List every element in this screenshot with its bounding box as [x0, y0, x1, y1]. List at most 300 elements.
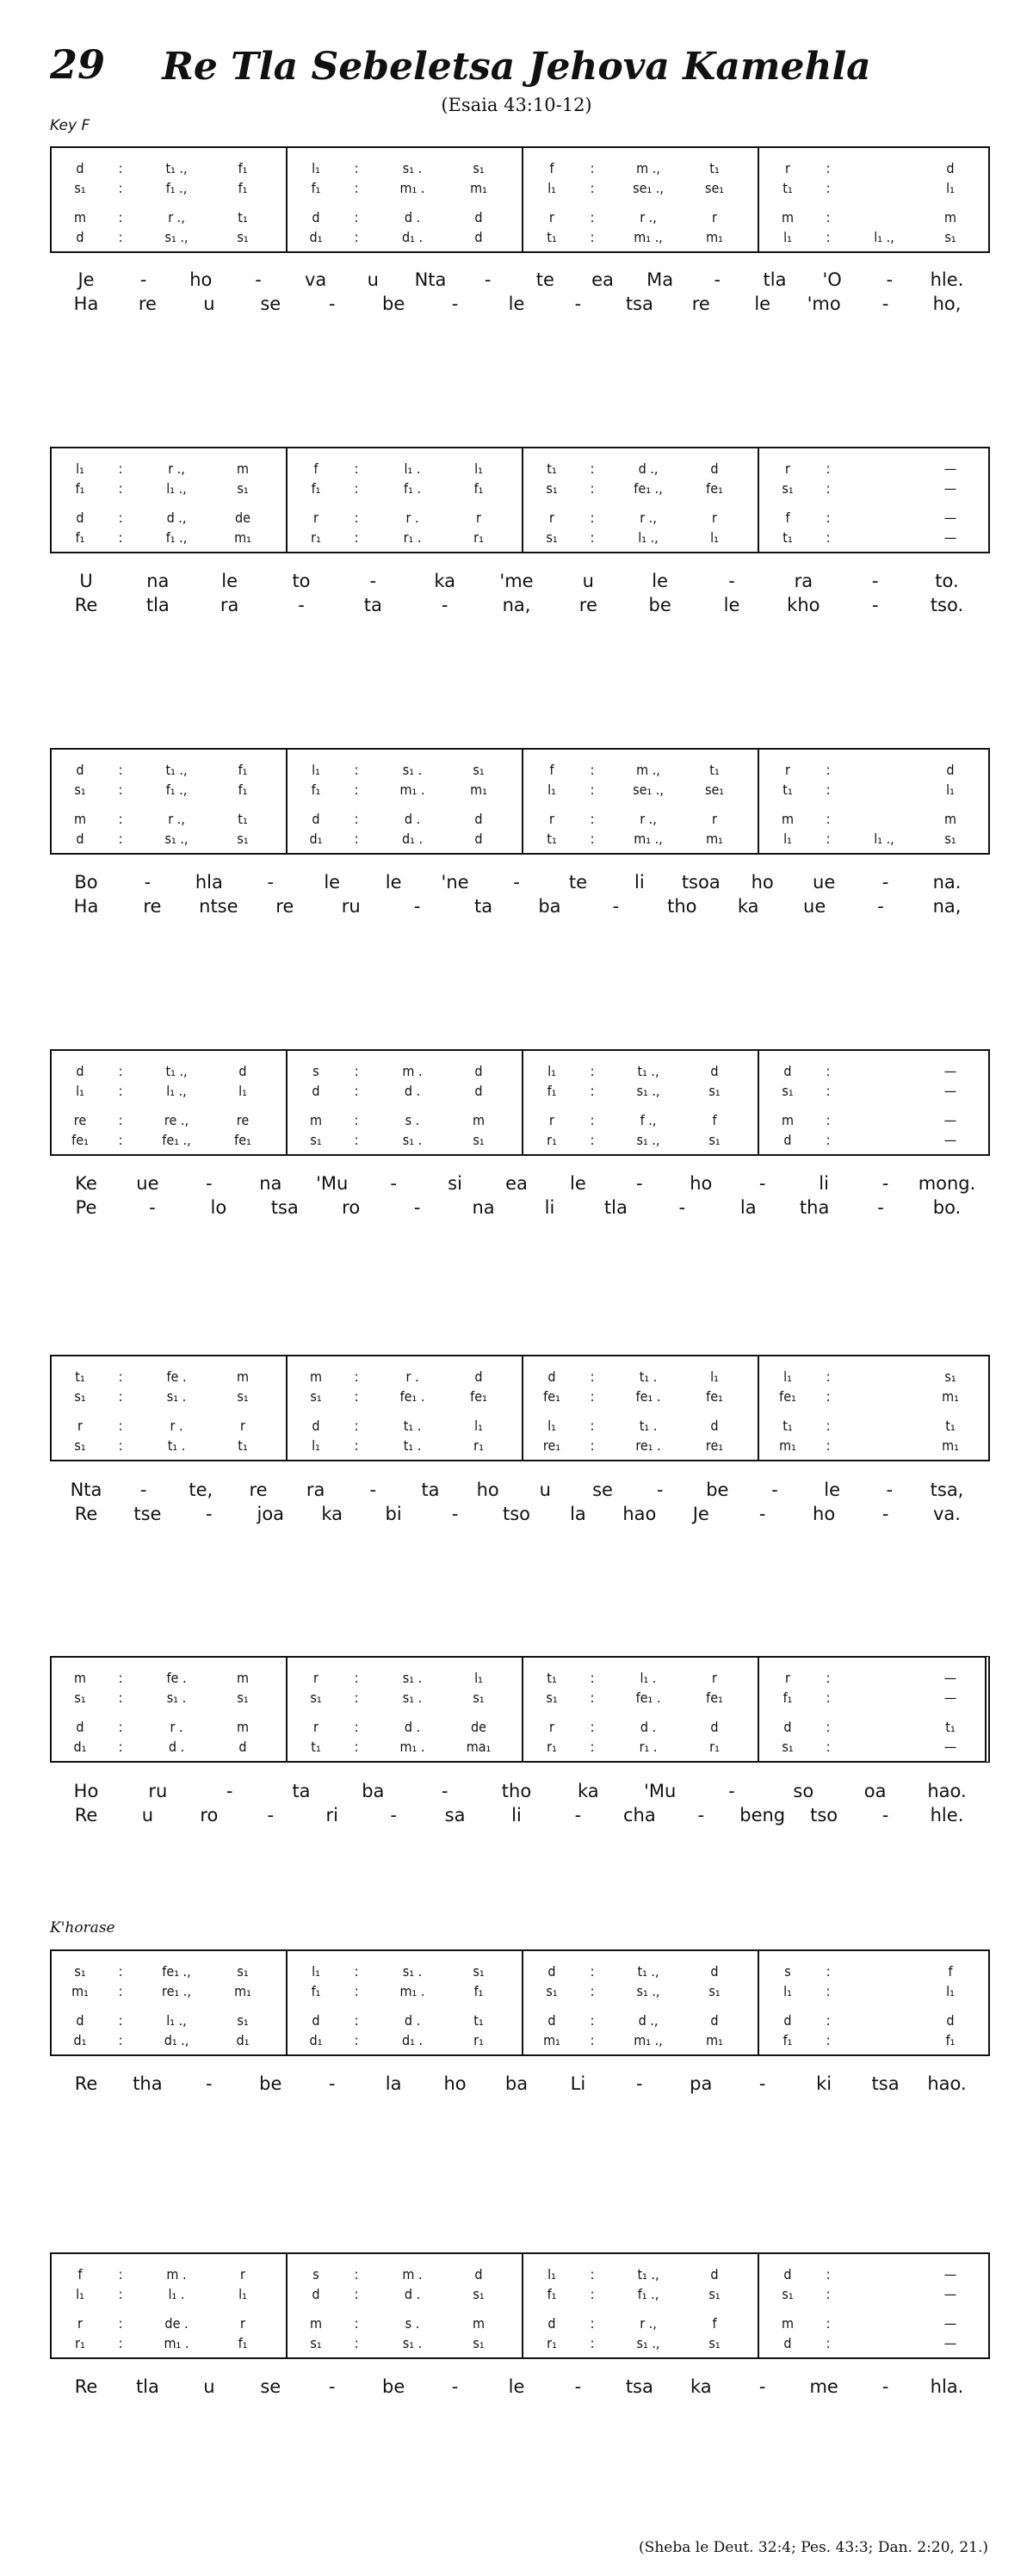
lyric-syllable: hao. — [927, 2073, 967, 2094]
solfa-note: m₁ — [942, 1388, 959, 1405]
solfa-note: d — [547, 2012, 556, 2029]
solfa-note: d — [547, 2315, 556, 2332]
solfa-note: l₁ — [76, 1083, 84, 1099]
beat-colon: : — [118, 160, 123, 176]
syllable-hyphen: - — [441, 1781, 448, 1801]
beat-colon: : — [118, 2286, 123, 2302]
solfa-note: m — [781, 209, 795, 225]
solfa-note: s₁ — [74, 1963, 86, 1980]
solfa-note: d₁ — [309, 2032, 323, 2048]
solfa-voice-line — [288, 1131, 522, 1150]
lyric-line — [69, 1780, 973, 1802]
solfa-note: d ., — [638, 460, 659, 477]
lyric-syllable: le — [824, 1480, 841, 1500]
solfa-voice-line — [288, 2285, 522, 2304]
lyric-syllable: ho — [751, 872, 774, 893]
lyric-syllable: le — [508, 2376, 525, 2397]
solfa-voice-line — [52, 179, 286, 198]
solfa-voice-line — [523, 460, 758, 479]
solfa-note: d — [76, 831, 84, 847]
beat-colon: : — [118, 1963, 123, 1980]
beat-colon: : — [354, 1963, 359, 1980]
beat-colon: : — [118, 1739, 123, 1755]
solfa-note: d — [76, 1719, 84, 1735]
solfa-note: d — [76, 1063, 84, 1079]
lyric-syllable: tho — [667, 896, 697, 917]
lyric-syllable: Re — [74, 595, 98, 615]
lyric-syllable: le — [324, 872, 341, 893]
lyric-syllable: tsa — [871, 2073, 900, 2094]
solfa-note: s₁ — [74, 1437, 86, 1454]
solfa-note: s₁ — [237, 480, 249, 497]
solfa-voice-line — [52, 761, 286, 780]
solfa-voice-line — [288, 2011, 522, 2030]
lyric-syllable: tsa — [270, 1197, 299, 1218]
solfa-note: f₁ — [547, 2286, 557, 2302]
solfa-note: s₁ — [237, 1690, 249, 1706]
beat-colon: : — [354, 1437, 359, 1454]
solfa-voice-line — [759, 1131, 988, 1150]
lyric-syllable: le — [652, 571, 669, 591]
lyric-syllable: hao. — [927, 1781, 967, 1801]
solfa-note: fe₁ — [470, 1388, 487, 1405]
beat-colon: : — [590, 160, 595, 176]
solfa-note: r — [712, 209, 717, 225]
beat-colon: : — [590, 2032, 595, 2048]
solfa-note: l₁ — [312, 1437, 320, 1454]
lyric-syllable: li — [819, 1173, 829, 1194]
solfa-note: m . — [166, 2266, 187, 2283]
solfa-voice-line — [52, 228, 286, 247]
solfa-voice-line — [759, 1982, 988, 2001]
solfa-note: l₁ — [547, 781, 556, 798]
syllable-hyphen: - — [758, 1173, 766, 1194]
lyric-syllable: be — [648, 595, 671, 615]
measure — [288, 1051, 523, 1154]
lyric-line — [69, 293, 973, 315]
lyric-line — [69, 594, 973, 616]
solfa-voice-line — [523, 228, 758, 247]
solfa-note: d₁ ., — [164, 2032, 189, 2048]
lyric-syllable: Re — [74, 1504, 98, 1524]
syllable-hyphen: - — [714, 269, 721, 290]
solfa-note: d — [76, 160, 84, 176]
lyric-syllable: tha — [133, 2073, 163, 2094]
lyric-syllable: be — [706, 1480, 729, 1500]
solfa-note: r₁ — [547, 1739, 557, 1755]
measure — [523, 1051, 759, 1154]
lyric-syllable: hle. — [930, 269, 964, 290]
solfa-voice-line — [759, 479, 988, 498]
beat-colon: : — [826, 2266, 831, 2283]
solfa-voice-line — [523, 781, 758, 800]
solfa-note: m₁ . — [399, 180, 425, 196]
solfa-note: l₁ ., — [166, 480, 187, 497]
solfa-note: m — [781, 811, 795, 827]
score-system — [50, 447, 990, 553]
solfa-note: m — [73, 811, 87, 827]
solfa-note: r₁ — [311, 529, 321, 546]
solfa-note: m₁ — [234, 529, 251, 546]
lyric-syllable: li — [544, 1197, 555, 1218]
solfa-note: s — [784, 1963, 791, 1980]
footer-references: (Sheba le Deut. 32:4; Pes. 43:3; Dan. 2:20, 21.) — [639, 2539, 988, 2556]
lyric-syllable: Re — [74, 2073, 98, 2094]
beat-colon: : — [118, 2032, 123, 2048]
solfa-note: — — [943, 1739, 957, 1755]
lyric-line — [69, 1804, 973, 1826]
beat-colon: : — [118, 2266, 123, 2283]
solfa-note: s₁ — [473, 2335, 485, 2351]
beat-colon: : — [590, 762, 595, 778]
beat-colon: : — [590, 480, 595, 497]
lyric-syllable: 'Mu — [316, 1173, 349, 1194]
syllable-hyphen: - — [728, 571, 735, 591]
lyric-syllable: be — [382, 2376, 405, 2397]
beat-colon: : — [354, 1083, 359, 1099]
solfa-note: d — [547, 1368, 556, 1385]
solfa-note: d — [946, 160, 955, 176]
solfa-note: s₁ — [237, 2012, 249, 2029]
solfa-voice-line — [288, 1062, 522, 1081]
beat-colon: : — [590, 229, 595, 245]
syllable-hyphen: - — [574, 2376, 582, 2397]
lyric-syllable: ho — [476, 1480, 499, 1500]
beat-colon: : — [590, 2286, 595, 2302]
measure — [759, 1356, 988, 1460]
lyric-syllable: u — [203, 2376, 215, 2397]
lyric-syllable: Li — [570, 2073, 586, 2094]
solfa-note: t₁ . — [639, 1368, 658, 1385]
beat-colon: : — [826, 229, 831, 245]
solfa-note: l₁ — [312, 160, 320, 176]
solfa-note: f₁ — [311, 480, 321, 497]
solfa-note: t₁ . — [167, 1437, 186, 1454]
beat-colon: : — [590, 1112, 595, 1128]
solfa-note: d — [238, 1063, 247, 1079]
solfa-note: d — [312, 209, 320, 225]
solfa-note: t₁ — [238, 1437, 248, 1454]
solfa-note: r — [313, 510, 319, 526]
solfa-note: ma₁ — [466, 1739, 492, 1755]
solfa-note: s₁ . — [402, 1132, 423, 1148]
solfa-note: s₁ — [473, 1132, 485, 1148]
solfa-note: — — [943, 1132, 957, 1148]
lyric-line — [69, 1172, 976, 1195]
solfa-note: f₁ — [311, 781, 321, 798]
beat-colon: : — [826, 1083, 831, 1099]
key-signature: Key F — [50, 117, 90, 134]
solfa-note: f — [712, 1112, 717, 1128]
solfa-note: f₁ — [238, 160, 248, 176]
solfa-note: fe₁ ., — [162, 1963, 191, 1980]
solfa-note: d — [76, 762, 84, 778]
solfa-voice-line — [759, 528, 988, 547]
lyric-syllable: te — [535, 269, 554, 290]
solfa-voice-line — [759, 2285, 988, 2304]
solfa-voice-line — [288, 159, 522, 178]
solfa-note: m ., — [636, 762, 660, 778]
solfa-note: d₁ — [73, 1739, 87, 1755]
lyric-syllable: ntse — [199, 896, 238, 917]
lyric-syllable: ta — [292, 1781, 311, 1801]
solfa-note: d — [312, 2286, 320, 2302]
lyric-syllable: ru — [341, 896, 361, 917]
solfa-note: m₁ ., — [634, 831, 663, 847]
solfa-note: f — [313, 460, 319, 477]
hymn-title: Re Tla Sebeletsa Jehova Kamehla — [162, 45, 871, 89]
solfa-voice-line — [52, 528, 286, 547]
scripture-reference: (Esaia 43:10-12) — [441, 95, 592, 115]
syllable-hyphen: - — [451, 1504, 459, 1524]
solfa-note: l₁ — [547, 180, 556, 196]
solfa-note: l₁ — [474, 460, 483, 477]
solfa-voice-line — [52, 1689, 286, 1708]
solfa-note: t₁ ., — [637, 2266, 659, 2283]
lyric-syllable: li — [634, 872, 645, 893]
solfa-voice-line — [523, 810, 758, 829]
measure — [523, 750, 759, 853]
syllable-hyphen: - — [881, 1805, 889, 1825]
lyric-line — [69, 2073, 973, 2095]
beat-colon: : — [826, 2315, 831, 2332]
lyric-syllable: re — [691, 293, 710, 314]
measure — [759, 2254, 988, 2357]
solfa-note: l₁ — [76, 2286, 84, 2302]
beat-colon: : — [118, 831, 123, 847]
beat-colon: : — [354, 1132, 359, 1148]
solfa-note: d — [474, 1368, 483, 1385]
solfa-note: l₁ ., — [638, 529, 659, 546]
syllable-hyphen: - — [328, 2376, 336, 2397]
beat-colon: : — [590, 2335, 595, 2351]
lyric-syllable: tla — [135, 2376, 159, 2397]
lyric-syllable: ba — [504, 2073, 529, 2094]
lyric-syllable: u — [203, 293, 215, 314]
lyric-syllable: 'O — [822, 269, 842, 290]
beat-colon: : — [590, 2012, 595, 2029]
beat-colon: : — [118, 1719, 123, 1735]
syllable-hyphen: - — [226, 1781, 233, 1801]
solfa-note: s₁ — [782, 1083, 794, 1099]
solfa-note: r . — [405, 510, 419, 526]
solfa-note: r — [313, 1670, 319, 1686]
solfa-note: r₁ — [547, 1132, 557, 1148]
beat-colon: : — [354, 1388, 359, 1405]
solfa-note: s₁ — [473, 1963, 485, 1980]
solfa-note: s₁ ., — [164, 229, 189, 245]
solfa-note: r — [549, 1112, 554, 1128]
measure — [288, 1356, 523, 1460]
lyric-syllable: la — [570, 1504, 586, 1524]
solfa-note: l₁ — [547, 1063, 556, 1079]
solfa-note: s₁ — [74, 1690, 86, 1706]
beat-colon: : — [118, 1388, 123, 1405]
lyric-syllable: 'mo — [807, 293, 841, 314]
solfa-note: r — [476, 510, 481, 526]
solfa-note: d — [312, 1418, 320, 1434]
solfa-note: de — [235, 510, 251, 526]
solfa-note: d₁ — [236, 2032, 250, 2048]
beat-colon: : — [118, 510, 123, 526]
syllable-hyphen: - — [390, 1805, 397, 1825]
lyric-syllable: ri — [325, 1805, 338, 1825]
lyric-syllable: ho — [443, 2073, 467, 2094]
syllable-hyphen: - — [267, 1805, 275, 1825]
solfa-voice-line — [288, 1669, 522, 1688]
lyric-syllable: le — [385, 872, 402, 893]
solfa-voice-line — [523, 1417, 758, 1436]
solfa-note: r ., — [168, 209, 185, 225]
solfa-note: s₁ — [310, 1388, 322, 1405]
lyric-line — [69, 570, 973, 592]
lyric-syllable: Ma — [646, 269, 674, 290]
solfa-note: d — [76, 229, 84, 245]
solfa-note: l₁ — [547, 2266, 556, 2283]
beat-colon: : — [590, 180, 595, 196]
solfa-note: f — [77, 2266, 83, 2283]
lyric-syllable: tha — [799, 1197, 830, 1218]
beat-colon: : — [826, 510, 831, 526]
solfa-note: r — [712, 1670, 717, 1686]
lyric-syllable: hla. — [930, 2376, 964, 2397]
solfa-note: f₁ — [945, 2032, 956, 2048]
solfa-note: d — [474, 1063, 483, 1079]
solfa-voice-line — [523, 159, 758, 178]
solfa-voice-line — [759, 208, 988, 227]
beat-colon: : — [826, 2032, 831, 2048]
lyric-syllable: lo — [210, 1197, 227, 1218]
lyric-syllable: Ke — [75, 1173, 97, 1194]
measure — [52, 448, 288, 552]
solfa-note: re₁ . — [635, 1437, 661, 1454]
solfa-voice-line — [759, 1436, 988, 1455]
beat-colon: : — [354, 2032, 359, 2048]
lyric-syllable: ro — [200, 1805, 219, 1825]
solfa-note: r — [785, 1670, 790, 1686]
solfa-note: l₁ . — [404, 460, 421, 477]
solfa-note: s₁ ., — [164, 831, 189, 847]
beat-colon: : — [354, 831, 359, 847]
beat-colon: : — [118, 1437, 123, 1454]
solfa-voice-line — [288, 1368, 522, 1387]
syllable-hyphen: - — [881, 1173, 889, 1194]
solfa-note: m — [73, 1670, 87, 1686]
measure — [759, 750, 988, 853]
solfa-note: s₁ — [782, 1739, 794, 1755]
beat-colon: : — [590, 1063, 595, 1079]
solfa-note: r — [549, 1719, 554, 1735]
solfa-note: f₁ . — [404, 480, 421, 497]
lyric-syllable: le — [723, 595, 740, 615]
lyric-syllable: ho — [813, 1504, 836, 1524]
solfa-note: d — [312, 2012, 320, 2029]
solfa-note: r₁ . — [639, 1739, 658, 1755]
chorus-label: K'horase — [50, 1919, 115, 1937]
lyric-syllable: Bo — [74, 872, 98, 893]
beat-colon: : — [590, 1418, 595, 1434]
solfa-note: — — [943, 2266, 957, 2283]
solfa-voice-line — [759, 1689, 988, 1708]
solfa-note: t₁ ., — [165, 762, 188, 778]
solfa-voice-line — [523, 1368, 758, 1387]
measure — [523, 1658, 759, 1761]
beat-colon: : — [590, 1132, 595, 1148]
solfa-note: f₁ — [782, 1690, 793, 1706]
solfa-note: s₁ — [237, 1963, 249, 1980]
solfa-note: de — [471, 1719, 486, 1735]
beat-colon: : — [590, 1690, 595, 1706]
beat-colon: : — [354, 762, 359, 778]
lyric-syllable: va. — [933, 1504, 961, 1524]
solfa-note: — — [943, 1690, 957, 1706]
measure — [288, 1658, 523, 1761]
solfa-note: r — [549, 811, 554, 827]
solfa-note: m — [472, 1112, 486, 1128]
solfa-note: d — [710, 460, 719, 477]
solfa-voice-line — [288, 528, 522, 547]
solfa-note: re — [236, 1112, 250, 1128]
solfa-note: s — [312, 1063, 319, 1079]
solfa-note: fe₁ — [706, 480, 723, 497]
syllable-hyphen: - — [413, 896, 421, 917]
solfa-note: d . — [404, 1719, 421, 1735]
lyric-syllable: Ho — [73, 1781, 99, 1801]
lyric-syllable: Nta — [70, 1480, 102, 1500]
solfa-note: m — [236, 1719, 250, 1735]
lyric-syllable: ba — [538, 896, 561, 917]
solfa-note: d — [783, 1719, 792, 1735]
solfa-note: t₁ . — [639, 1418, 658, 1434]
lyric-syllable: tsa, — [930, 1480, 964, 1500]
solfa-voice-line — [523, 479, 758, 498]
beat-colon: : — [590, 1388, 595, 1405]
solfa-voice-line — [523, 1982, 758, 2001]
beat-colon: : — [354, 180, 359, 196]
score-system — [50, 2252, 990, 2359]
measure — [523, 1951, 759, 2054]
lyric-syllable: joa — [257, 1504, 285, 1524]
solfa-voice-line — [288, 1387, 522, 1406]
solfa-voice-line — [52, 781, 286, 800]
solfa-note: s₁ ., — [636, 1083, 660, 1099]
syllable-hyphen: - — [144, 872, 152, 893]
solfa-note: — — [943, 2286, 957, 2302]
beat-colon: : — [826, 160, 831, 176]
solfa-note: — — [943, 529, 957, 546]
solfa-note: t₁ — [709, 160, 720, 176]
beat-colon: : — [826, 831, 831, 847]
solfa-voice-line — [523, 2285, 758, 2304]
beat-colon: : — [590, 1670, 595, 1686]
syllable-hyphen: - — [574, 293, 582, 314]
lyric-syllable: le — [754, 293, 771, 314]
syllable-hyphen: - — [871, 595, 879, 615]
syllable-hyphen: - — [728, 1781, 735, 1801]
solfa-note: s . — [405, 1112, 420, 1128]
lyric-syllable: ea — [505, 1173, 528, 1194]
solfa-note: d — [474, 2266, 483, 2283]
solfa-note: d — [710, 1063, 719, 1079]
solfa-voice-line — [288, 761, 522, 780]
beat-colon: : — [826, 811, 831, 827]
beat-colon: : — [826, 1418, 831, 1434]
lyric-syllable: ki — [816, 2073, 832, 2094]
solfa-note: d₁ . — [401, 2032, 424, 2048]
lyric-syllable: te, — [189, 1480, 213, 1500]
lyric-syllable: le — [508, 293, 525, 314]
solfa-note: s₁ — [237, 831, 249, 847]
